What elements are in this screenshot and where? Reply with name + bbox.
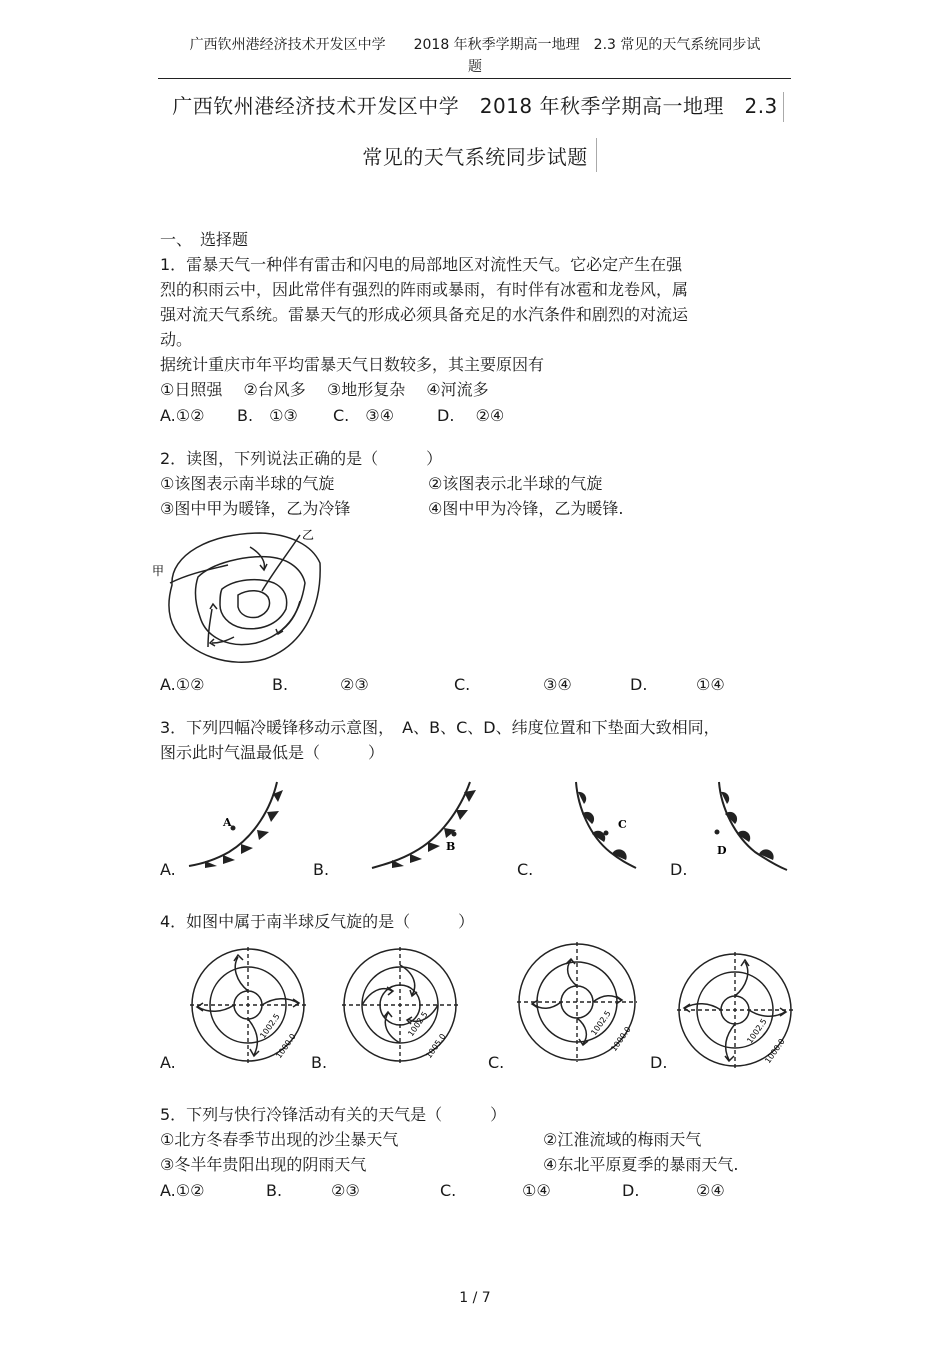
q2-option-c: C. bbox=[454, 675, 471, 694]
q1-line4: 动。 bbox=[160, 330, 193, 349]
q4-option-c: C. bbox=[488, 1053, 505, 1072]
q4b-iso-inner: 1002.5 bbox=[406, 1010, 430, 1039]
q3-label-c: C bbox=[618, 818, 627, 831]
q4-diagram-c bbox=[515, 940, 640, 1065]
q4-option-d: D. bbox=[650, 1053, 668, 1072]
q2-option-b-value: ②③ bbox=[340, 675, 369, 694]
q3-front-c bbox=[570, 778, 650, 873]
q1-items: ①日照强 ②台风多 ③地形复杂 ④河流多 bbox=[160, 380, 489, 399]
title-cursor-mark bbox=[783, 92, 784, 122]
q2-label-yi: 乙 bbox=[302, 528, 315, 542]
q5-option-d: D. bbox=[622, 1181, 640, 1200]
q3-label-a: A bbox=[223, 816, 232, 829]
q4-diagram-b bbox=[340, 945, 460, 1065]
q2-option-d-value: ①④ bbox=[696, 675, 725, 694]
q5-option-d-value: ②④ bbox=[696, 1181, 725, 1200]
q4-option-a: A. bbox=[160, 1053, 176, 1072]
q2-item1: ①该图表示南半球的气旋 bbox=[160, 474, 335, 493]
q2-label-jia: 甲 bbox=[152, 564, 165, 578]
q1-line1: 1．雷暴天气一种伴有雷击和闪电的局部地区对流性天气。它必定产生在强 bbox=[160, 255, 683, 274]
q3-front-a bbox=[185, 778, 285, 873]
q5-option-b-value: ②③ bbox=[331, 1181, 360, 1200]
q1-option-d: D. ②④ bbox=[437, 406, 505, 425]
q2-option-b: B. bbox=[272, 675, 289, 694]
q5-option-c-value: ①④ bbox=[522, 1181, 551, 1200]
running-header-line2: 题 bbox=[468, 59, 482, 75]
q3-front-b bbox=[370, 778, 480, 873]
q1-option-b: B. ①③ bbox=[237, 406, 298, 425]
q5-option-c: C. bbox=[440, 1181, 457, 1200]
q5-item1: ①北方冬春季节出现的沙尘暴天气 bbox=[160, 1130, 399, 1149]
q5-item4: ④东北平原夏季的暴雨天气. bbox=[543, 1155, 739, 1174]
q1-line3: 强对流天气系统。雷暴天气的形成必须具备充足的水汽条件和剧烈的对流运 bbox=[160, 305, 689, 324]
q2-cyclone-figure bbox=[150, 525, 330, 670]
q3-label-b: B bbox=[446, 840, 456, 853]
q4a-iso-inner: 1002.5 bbox=[258, 1012, 282, 1041]
page-number: 1 / 7 bbox=[459, 1290, 491, 1306]
q3-line2: 图示此时气温最低是（ ） bbox=[160, 743, 385, 762]
q3-option-a: A. bbox=[160, 860, 176, 879]
section-heading: 一、 选择题 bbox=[160, 230, 249, 249]
q4-diagram-a bbox=[188, 945, 308, 1065]
q4-option-b: B. bbox=[311, 1053, 328, 1072]
q5-item3: ③冬半年贵阳出现的阴雨天气 bbox=[160, 1155, 367, 1174]
q2-option-d: D. bbox=[630, 675, 648, 694]
q5-stem: 5．下列与快行冷锋活动有关的天气是（ ） bbox=[160, 1105, 507, 1124]
running-header-line1: 广西钦州港经济技术开发区中学 2018 年秋季学期高一地理 2.3 常见的天气系统同步试 bbox=[189, 37, 761, 53]
header-rule bbox=[158, 78, 791, 79]
q5-option-b: B. bbox=[266, 1181, 283, 1200]
q2-item2: ②该图表示北半球的气旋 bbox=[428, 474, 603, 493]
running-header bbox=[120, 34, 830, 78]
q3-option-d: D. bbox=[670, 860, 688, 879]
q2-stem: 2．读图，下列说法正确的是（ ） bbox=[160, 449, 443, 468]
q4d-iso-inner: 1002.5 bbox=[745, 1017, 769, 1046]
q3-line1: 3．下列四幅冷暖锋移动示意图， A、B、C、D、纬度位置和下垫面大致相同， bbox=[160, 718, 720, 737]
q3-front-d bbox=[705, 778, 795, 873]
q4b-iso-outer: 1005.0 bbox=[424, 1032, 448, 1061]
q4c-iso-inner: 1002.5 bbox=[589, 1009, 613, 1038]
q1-option-c: C. ③④ bbox=[333, 406, 394, 425]
q5-item2: ②江淮流域的梅雨天气 bbox=[543, 1130, 702, 1149]
q3-option-c: C. bbox=[517, 860, 534, 879]
q4-stem: 4．如图中属于南半球反气旋的是（ ） bbox=[160, 912, 475, 931]
page-title-line2: 常见的天气系统同步试题 bbox=[362, 145, 588, 169]
q4-diagram-d bbox=[675, 950, 795, 1070]
q1-option-a: A.①② bbox=[160, 406, 205, 425]
q4d-iso-outer: 1000.0 bbox=[763, 1037, 787, 1066]
page-title-line1: 广西钦州港经济技术开发区中学 2018 年秋季学期高一地理 2.3 bbox=[172, 94, 778, 118]
q2-option-c-value: ③④ bbox=[543, 675, 572, 694]
q5-option-a: A.①② bbox=[160, 1181, 205, 1200]
q4a-iso-outer: 1000.0 bbox=[274, 1032, 298, 1061]
q3-option-b: B. bbox=[313, 860, 330, 879]
q4c-iso-outer: 1000.0 bbox=[609, 1025, 633, 1054]
q2-option-a: A.①② bbox=[160, 675, 205, 694]
q1-line5: 据统计重庆市年平均雷暴天气日数较多，其主要原因有 bbox=[160, 355, 545, 374]
q1-line2: 烈的积雨云中，因此常伴有强烈的阵雨或暴雨，有时伴有冰雹和龙卷风，属 bbox=[160, 280, 689, 299]
q3-label-d: D bbox=[717, 844, 727, 857]
title-cursor-mark-2 bbox=[596, 138, 597, 172]
q2-item3: ③图中甲为暖锋，乙为冷锋 bbox=[160, 499, 351, 518]
q2-item4: ④图中甲为冷锋，乙为暖锋. bbox=[428, 499, 624, 518]
